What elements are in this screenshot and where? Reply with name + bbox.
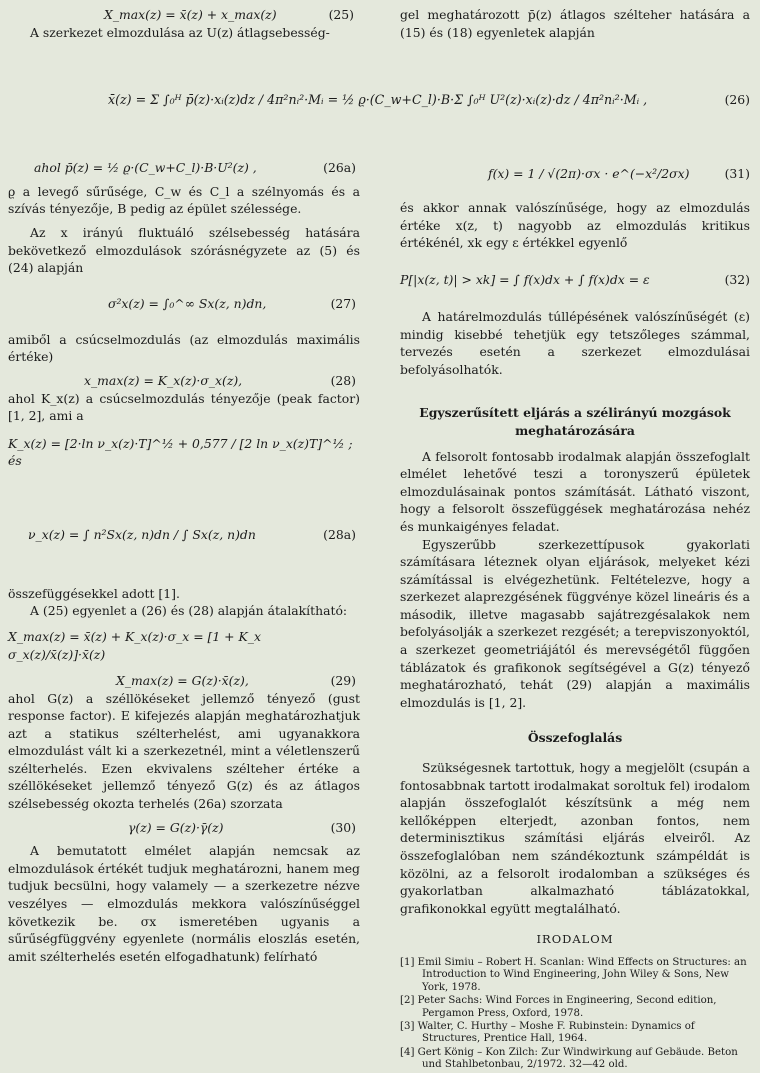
equation-xmax-expanded-body: X_max(z) = x̄(z) + K_x(z)·σ_x = [1 + K_x σ_x(z)/x̄(z)]·x̄(z) — [8, 628, 261, 662]
paragraph-rho: ϱ a levegő sűrűsége, C_w és C_l a szélnyomás és a szívás tényezője, B pedig az épület szélessége. — [8, 183, 360, 217]
paragraph-szukseges: Szükségesnek tartottuk, hogy a megjelölt (csupán a fontosabbnak tartott irodalmakat soroltuk fel) irodalom alapján összefoglalót készítsünk a még nem kellőképpen elterjedt, azonban fontos, nem determinisztikus számítási eljárás elveiről. Az összefoglalóban nem szándékoztunk számpéldát is közölni, az a felsorolt irodalomban a szükséges és gyakorlatban alkalmazható táblázatokkal, grafikonokkal együtt megtalálható. — [400, 760, 750, 916]
paragraph-egyszerubb: Egyszerűbb szerkezettípusok gyakorlati számításara léteznek olyan eljárások, melyeket kézi számítással is elvégezhetünk. Feltételezve, hogy a szerkezet alaprezgésének függvénye közel lineáris és a második, illetve magasabb sajátrezgésalakok nem befolyásolják a szerkezet rezgését; a terepviszonyoktól, a szerkezet geometriájától és merevségétől függően táblázatok és grafikonok segítségével a G(z) tényező meghatározható, tehát (29) alapján a maximális elmozdulás is [1, 2]. — [400, 536, 750, 710]
paragraph-x-fluct: Az x irányú fluktuáló szélsebesség hatására bekövetkező elmozdulások szórásnégyzete az (5) és (24) alapján — [8, 224, 360, 276]
equation-26-body: x̄(z) = Σ ∫₀ᴴ p̄(z)·xᵢ(z)dz / 4π²nᵢ²·Mᵢ = ½ ϱ·(C_w+C_l)·B·Σ ∫₀ᴴ U²(z)·xᵢ(z)·dz / 4π²nᵢ²·Mᵢ , — [108, 92, 648, 107]
equation-27 — [8, 277, 360, 331]
equation-30 — [8, 819, 360, 837]
equation-28a-line1-body: K_x(z) = [2·ln ν_x(z)·T]^½ + 0,577 / [2 ln ν_x(z)T]^½ ; és — [8, 435, 353, 469]
reference-item: [1] Emil Simiu – Robert H. Scanlan: Wind Effects on Structures: an Introduction to Wind Engineering, John Wiley & Sons, New York, 1978. — [400, 956, 747, 993]
equation-32-number: (32) — [724, 272, 750, 288]
paragraph-osszefuggesek: összefüggésekkel adott [1]. — [8, 585, 180, 601]
equation-25-number: (25) — [328, 7, 354, 22]
equation-26a — [8, 159, 360, 177]
equation-26a-body: ahol p̄(z) = ½ ϱ·(C_w+C_l)·B·U²(z) , — [34, 160, 257, 176]
section-heading-egyszerusitett: Egyszerűsített eljárás a szélirányú mozgások meghatározására — [419, 405, 731, 438]
equation-xmax-expanded — [8, 628, 360, 672]
reference-item: [3] Walter, C. Hurthy – Moshe F. Rubinstein: Dynamics of Structures, Prentice Hall, 1964. — [400, 1021, 695, 1045]
equation-30-number: (30) — [330, 819, 356, 835]
equation-31-number: (31) — [724, 166, 750, 182]
equation-25-body: X_max(z) = x̄(z) + x_max(z) — [104, 7, 277, 22]
reference-item: [2] Peter Sachs: Wind Forces in Engineering, Second edition, Pergamon Press, Oxford, 1978. — [400, 995, 717, 1019]
equation-26a-number: (26a) — [323, 160, 356, 176]
paragraph-ahol-g: ahol G(z) a széllökéseket jellemző tényező (gust response factor). E kifejezés alapján meghatározhatjuk azt a statikus szélterhelést, ami ugyanakkora elmozdulást vált ki a szerkezetnél, mint a véletlenszerű szélterhelés. Ezen ekvivalens szélteher értéke a széllökéseket jellemző tényező G(z) és az átlagos szélsebesség okozta terhelés (26a) szorzata — [8, 690, 360, 812]
equation-29 — [8, 672, 360, 690]
equation-28a-line2-body: ν_x(z) = ∫ n²Sx(z, n)dn / ∫ Sx(z, n)dn — [28, 526, 256, 542]
equation-26-number: (26) — [724, 92, 750, 108]
paragraph-felsorolt: A felsorolt fontosabb irodalmak alapján összefoglalt elmélet lehetővé teszi a toronyszerű épületek elmozdulásainak pontos számítását. Látható viszont, hogy a felsorolt összefüggések meghatározása nehéz és munkaigényes feladat. — [400, 448, 750, 534]
reference-list — [400, 957, 750, 1072]
equation-29-number: (29) — [330, 672, 356, 688]
references-title: IRODALOM — [536, 932, 614, 947]
paragraph-amibol: amiből a csúcselmozdulás (az elmozdulás maximális értéke) — [8, 331, 360, 365]
equation-29-body: X_max(z) = G(z)·x̄(z), — [116, 672, 249, 688]
paragraph-bemutatott: A bemutatott elmélet alapján nemcsak az elmozdulások értékét tudjuk meghatározni, hanem meg tudjuk becsülni, hogy valamely — a szerkezetre nézve veszélyes — elmozdulás mekkora valószínűséggel következik be. σx ismeretében ugyanis a sűrűségfüggvény egyenlete (normális eloszlás esetén, amit szélterhelés esetén elfogadhatunk) felírható — [8, 843, 360, 964]
equation-31 — [400, 149, 750, 199]
reference-item: [4] Gert König – Kon Zilch: Zur Windwirkung auf Gebäude. Beton und Stahlbetonbau, 2/1972. 32—42 old. — [400, 1046, 738, 1071]
paragraph-ahol-kx: ahol K_x(z) a csúcselmozdulás tényezője (peak factor) [1, 2], ami a — [8, 390, 360, 424]
equation-32-body: P[|x(z, t)| > xk] = ∫ f(x)dx + ∫ f(x)dx = ε — [400, 272, 650, 288]
equation-27-body: σ²x(z) = ∫₀^∞ Sx(z, n)dn, — [108, 295, 267, 311]
equation-28a-number: (28a) — [323, 526, 356, 542]
equation-32 — [400, 252, 750, 308]
equation-25 — [8, 6, 360, 24]
equation-31-body: f(x) = 1 / √(2π)·σx · e^(−x²/2σx) — [488, 166, 690, 182]
equation-28-body: x_max(z) = K_x(z)·σ_x(z), — [84, 372, 243, 388]
section-heading-osszefoglalas: Összefoglalás — [527, 730, 623, 746]
right-column — [400, 6, 750, 1073]
equation-28a-line1 — [8, 435, 360, 485]
equation-27-number: (27) — [330, 295, 356, 311]
equation-28-number: (28) — [330, 372, 356, 388]
paragraph-annak: és akkor annak valószínűsége, hogy az elmozdulás értéke x(z, t) nagyobb az elmozdulás kritikus értékénél, xk egy ε értékkel egyenlő — [400, 200, 750, 251]
paragraph-hatar: A határelmozdulás túllépésének valószínűségét (ε) mindig kisebbé tehetjük egy tetszőleges számmal, tervezés esetén a szerkezet elmozdulásai befolyásolhatók. — [400, 308, 750, 377]
paragraph-gel: gel meghatározott p̄(z) átlagos szélteher hatására a (15) és (18) egyenletek alapján — [400, 7, 750, 40]
equation-28 — [8, 372, 360, 390]
equation-30-body: γ(z) = G(z)·γ̄(z) — [128, 819, 224, 835]
paragraph-a25: A (25) egyenlet a (26) és (28) alapján átalakítható: — [30, 603, 348, 619]
equation-28a — [8, 485, 360, 585]
paragraph-intro-26: A szerkezet elmozdulása az U(z) átlagsebesség- — [30, 24, 330, 40]
